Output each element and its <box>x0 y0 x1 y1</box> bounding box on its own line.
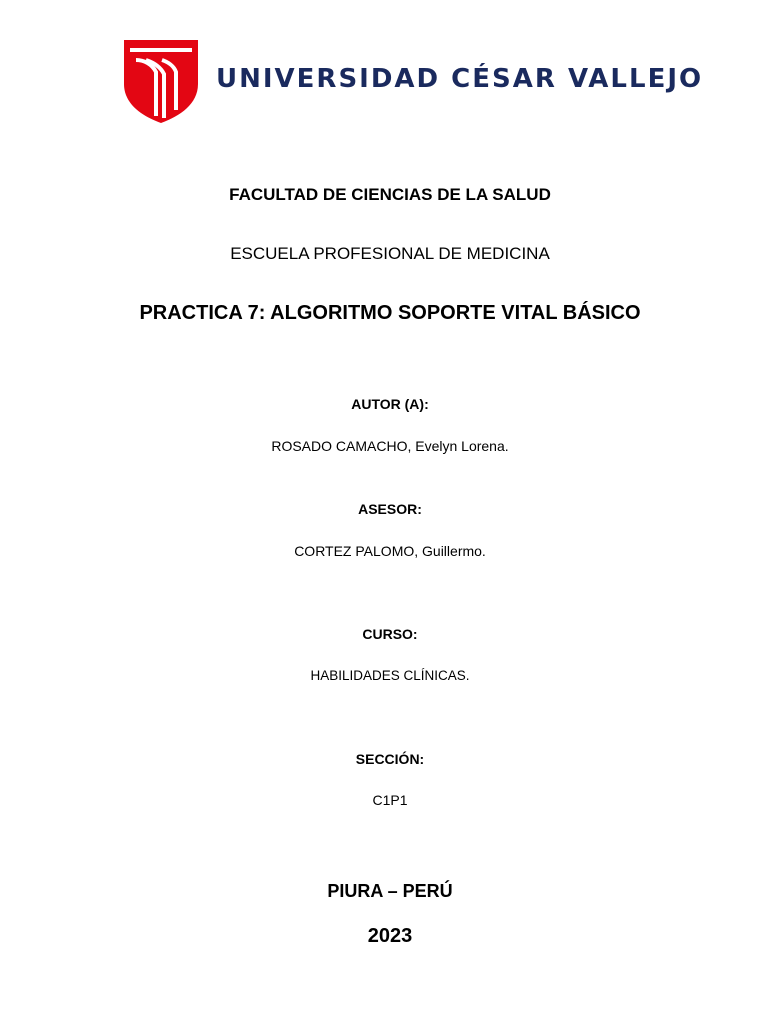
university-shield-icon <box>122 38 200 124</box>
university-name: UNIVERSIDAD CÉSAR VALLEJO <box>216 64 704 94</box>
school-name: ESCUELA PROFESIONAL DE MEDICINA <box>230 244 550 263</box>
advisor-label: ASESOR: <box>358 501 422 517</box>
course-name: HABILIDADES CLÍNICAS. <box>310 668 470 683</box>
university-logo <box>122 38 704 126</box>
section-label: SECCIÓN: <box>355 751 425 767</box>
location: PIURA – PERÚ <box>327 881 453 901</box>
faculty-name: FACULTAD DE CIENCIAS DE LA SALUD <box>229 185 551 204</box>
course-label: CURSO: <box>362 626 418 642</box>
section-value: C1P1 <box>372 792 408 808</box>
year: 2023 <box>367 925 413 947</box>
author-name: ROSADO CAMACHO, Evelyn Lorena. <box>271 438 509 454</box>
practice-title: PRACTICA 7: ALGORITMO SOPORTE VITAL BÁSICO <box>139 302 641 324</box>
author-label: AUTOR (A): <box>351 396 429 412</box>
advisor-name: CORTEZ PALOMO, Guillermo. <box>294 543 486 559</box>
